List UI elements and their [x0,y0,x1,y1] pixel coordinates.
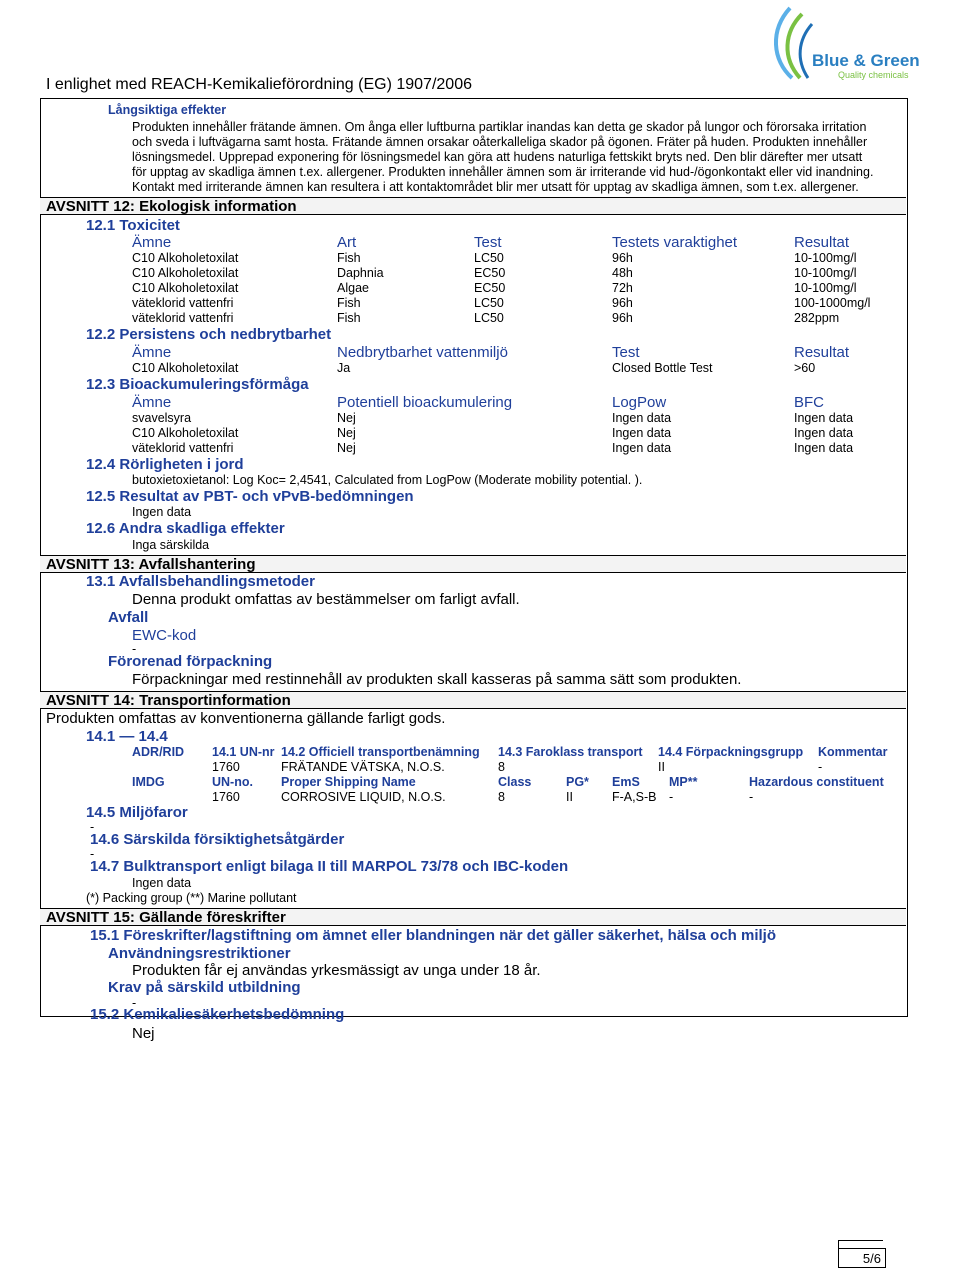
bio-header: LogPow [612,394,667,411]
table-cell: 100-1000mg/l [794,296,871,310]
table-cell: väteklorid vattenfri [132,296,234,310]
bulk-transport-title: 14.7 Bulktransport enligt bilaga II till MARPOL 73/78 och IBC-koden [90,858,569,875]
table-cell: 96h [612,311,633,325]
table-cell: 96h [612,251,633,265]
tox-header: Test [474,234,502,251]
table-cell: 282ppm [794,311,840,325]
training-title: Krav på särskild utbildning [108,979,301,996]
persistence-title: 12.2 Persistens och nedbrytbarhet [86,326,332,343]
waste-title: Avfall [108,609,149,626]
long-term-line: Produkten innehåller frätande ämnen. Om ånga eller luftburna partiklar inandas kan detta ge skador på lungor och förorsaka irritation [132,120,867,134]
assessment-text: Nej [132,1025,155,1042]
pers-header: Resultat [794,344,850,361]
table-cell: EC50 [474,266,506,280]
table-cell: Daphnia [337,266,384,280]
logo-tagline: Quality chemicals [838,70,909,80]
pers-header: Nedbrytbarhet vattenmiljö [337,344,508,361]
table-cell: - [669,790,674,804]
transport-intro: Produkten omfattas av konventionerna gällande farligt gods. [46,710,446,727]
table-cell: 8 [498,790,505,804]
tox-header: Ämne [132,234,172,251]
table-cell: Fish [337,251,361,265]
logo-graphic [752,0,952,80]
bio-header: Ämne [132,394,172,411]
table-cell: Nej [337,441,356,455]
table-cell: 1760 [212,790,240,804]
table-cell: II [658,760,665,774]
other-effects-text: Inga särskilda [132,538,210,552]
logo-text: Blue & Green [812,51,920,70]
table-cell: >60 [794,361,816,375]
bioaccumulation-title: 12.3 Bioackumuleringsförmåga [86,376,309,393]
imdg-header: Class [498,775,532,789]
table-cell: II [566,790,573,804]
table-cell: C10 Alkoholetoxilat [132,281,239,295]
table-cell: LC50 [474,296,504,310]
bulk-transport-text: Ingen data [132,876,192,890]
table-cell: Nej [337,426,356,440]
table-cell: - [749,790,754,804]
imdg-header: MP** [669,775,698,789]
adr-header: 14.3 Faroklass transport [498,745,643,759]
bio-header: BFC [794,394,824,411]
regulation-header: I enlighet med REACH-Kemikalieförordning (EG) 1907/2006 [46,76,472,93]
toxicity-title: 12.1 Toxicitet [86,217,180,234]
table-cell: - [818,760,823,774]
table-cell: C10 Alkoholetoxilat [132,426,239,440]
table-cell: 8 [498,760,505,774]
adr-header: 14.1 UN-nr [212,745,275,759]
packaging-text: Förpackningar med restinnehåll av produkten skall kasseras på samma sätt som produkten. [132,671,742,688]
imdg-header: IMDG [132,775,165,789]
long-term-line: och sveda i luftvägarna samt hosta. Frätande ämnen orsakar oåterkalleliga skador på ögonen. Fräter på huden. Produkten innehåller [132,135,868,149]
ewc-value: - [132,642,137,656]
table-cell: Ingen data [794,441,854,455]
table-cell: EC50 [474,281,506,295]
transport-footnote: (*) Packing group (**) Marine pollutant [86,891,297,905]
section-13-heading: AVSNITT 13: Avfallshantering [40,555,906,573]
table-cell: Ingen data [794,426,854,440]
page-number: 5/6 [838,1248,886,1268]
table-cell: 1760 [212,760,240,774]
ewc-label: EWC-kod [132,627,197,644]
long-term-line: lösningsmedel. Upprepad exponering för lösningsmedel kan göra att hudens naturliga fettskikt bryts ned. Den blir därefter mer utsatt [132,150,863,164]
waste-methods-title: 13.1 Avfallsbehandlingsmetoder [86,573,315,590]
imdg-header: UN-no. [212,775,253,789]
tox-header: Testets varaktighet [612,234,738,251]
table-cell: 10-100mg/l [794,251,857,265]
adr-header: 14.4 Förpackningsgrupp [658,745,804,759]
pbt-text: Ingen data [132,505,192,519]
imdg-header: Hazardous constituent [749,775,884,789]
table-cell: Fish [337,296,361,310]
table-cell: F-A,S-B [612,790,657,804]
waste-methods-text: Denna produkt omfattas av bestämmelser om farligt avfall. [132,591,520,608]
long-term-line: Kontakt med irriterande ämnen kan resultera i att kontaktområdet blir mer utsatt för upptag av skadliga ämnen, som t.ex. allergener. [132,180,859,194]
transport-range-title: 14.1 — 14.4 [86,728,168,745]
bio-header: Potentiell bioackumulering [337,394,513,411]
table-cell: CORROSIVE LIQUID, N.O.S. [281,790,446,804]
table-cell: Ingen data [612,411,672,425]
table-cell: Ingen data [612,441,672,455]
environment-hazards-title: 14.5 Miljöfaror [86,804,188,821]
table-cell: Nej [337,411,356,425]
table-cell: Fish [337,311,361,325]
table-cell: C10 Alkoholetoxilat [132,361,239,375]
table-cell: LC50 [474,251,504,265]
imdg-header: PG* [566,775,589,789]
table-cell: 96h [612,296,633,310]
long-term-line: för upptag av skadliga ämnen t.ex. allergener. Produkten innehåller ämnen som är irriterande vid hud-/ögonkontakt eller vid inandning. [132,165,874,179]
table-cell: Ingen data [794,411,854,425]
table-cell: 72h [612,281,633,295]
long-term-title: Långsiktiga effekter [108,103,227,117]
table-cell: Ingen data [612,426,672,440]
imdg-header: EmS [612,775,640,789]
adr-header: ADR/RID [132,745,185,759]
table-cell: väteklorid vattenfri [132,311,234,325]
tox-header: Resultat [794,234,850,251]
table-cell: väteklorid vattenfri [132,441,234,455]
table-cell: C10 Alkoholetoxilat [132,266,239,280]
table-cell: 10-100mg/l [794,266,857,280]
pers-header: Ämne [132,344,172,361]
section-14-heading: AVSNITT 14: Transportinformation [40,691,906,709]
regulations-title: 15.1 Föreskrifter/lagstiftning om ämnet eller blandningen när det gäller säkerhet, hälsa och miljö [90,927,777,944]
table-cell: LC50 [474,311,504,325]
section-12-heading: AVSNITT 12: Ekologisk information [40,197,906,215]
packaging-title: Förorenad förpackning [108,653,273,670]
precautions-text: - [90,847,95,861]
table-cell: FRÄTANDE VÄTSKA, N.O.S. [281,760,445,774]
table-cell: Closed Bottle Test [612,361,713,375]
assessment-title: 15.2 Kemikaliesäkerhetsbedömning [90,1006,345,1023]
imdg-header: Proper Shipping Name [281,775,416,789]
adr-header: Kommentar [818,745,888,759]
mobility-text: butoxietoxietanol: Log Koc= 2,4541, Calculated from LogPow (Moderate mobility potential. ). [132,473,643,487]
table-cell: 10-100mg/l [794,281,857,295]
table-cell: Ja [337,361,351,375]
training-text: - [132,996,137,1010]
restrictions-title: Användningsrestriktioner [108,945,291,962]
precautions-title: 14.6 Särskilda försiktighetsåtgärder [90,831,345,848]
environment-hazards-text: - [90,820,95,834]
mobility-title: 12.4 Rörligheten i jord [86,456,244,473]
adr-header: 14.2 Officiell transportbenämning [281,745,480,759]
tox-header: Art [337,234,357,251]
table-cell: svavelsyra [132,411,192,425]
pers-header: Test [612,344,640,361]
restrictions-text: Produkten får ej användas yrkesmässigt av unga under 18 år. [132,962,541,979]
table-cell: Algae [337,281,369,295]
company-logo [752,0,952,80]
other-effects-title: 12.6 Andra skadliga effekter [86,520,285,537]
pbt-title: 12.5 Resultat av PBT- och vPvB-bedömningen [86,488,414,505]
table-cell: C10 Alkoholetoxilat [132,251,239,265]
table-cell: 48h [612,266,633,280]
section-15-heading: AVSNITT 15: Gällande föreskrifter [40,908,906,926]
